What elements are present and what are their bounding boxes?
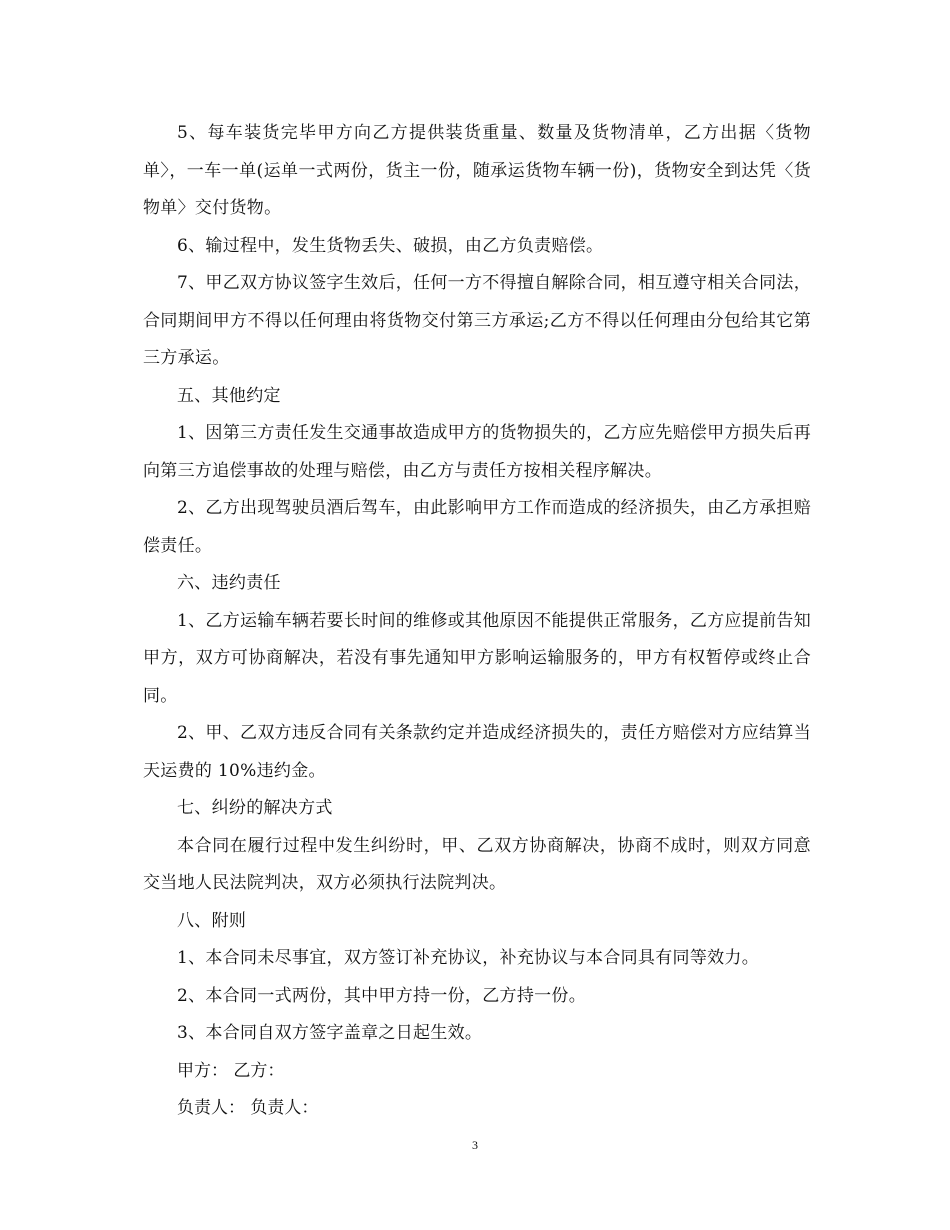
other-terms-clause-1: 1、因第三方责任发生交通事故造成甲方的货物损失的，乙方应先赔偿甲方损失后再向第三方追偿事故的处理与赔偿，由乙方与责任方按相关程序解决。	[143, 423, 811, 481]
supplementary-clause-3: 3、本合同自双方签字盖章之日起生效。	[177, 1023, 483, 1043]
supplementary-clause-1: 1、本合同未尽事宜，双方签订补充协议，补充协议与本合同具有同等效力。	[177, 948, 760, 968]
clause-7-termination: 7、甲乙双方协议签字生效后，任何一方不得擅自解除合同，相互遵守相关合同法，合同期间甲方不得以任何理由将货物交付第三方承运;乙方不得以任何理由分包给其它第三方承运。	[143, 273, 811, 368]
liability-clause-2: 2、甲、乙双方违反合同有关条款约定并造成经济损失的，责任方赔偿对方应结算当天运费的 10%违约金。	[143, 723, 811, 781]
signature-parties-line: 甲方： 乙方：	[177, 1060, 285, 1081]
section-heading-other-terms: 五、其他约定	[177, 385, 281, 406]
signature-responsible-line: 负责人： 负责人：	[177, 1098, 319, 1118]
supplementary-clause-2: 2、本合同一式两份，其中甲方持一份，乙方持一份。	[177, 985, 587, 1006]
other-terms-clause-2: 2、乙方出现驾驶员酒后驾车，由此影响甲方工作而造成的经济损失，由乙方承担赔偿责任。	[143, 498, 811, 556]
section-heading-liability: 六、违约责任	[177, 573, 281, 593]
page-number: 3	[472, 1138, 478, 1152]
clause-5-delivery: 5、每车装货完毕甲方向乙方提供装货重量、数量及货物清单，乙方出据〈货物单〉，一车一单(运单一式两份，货主一份，随承运货物车辆一份)，货物安全到达凭〈货物单〉交付货物。	[143, 123, 811, 218]
liability-clause-1: 1、乙方运输车辆若要长时间的维修或其他原因不能提供正常服务，乙方应提前告知甲方，双方可协商解决，若没有事先通知甲方影响运输服务的，甲方有权暂停或终止合同。	[143, 610, 811, 706]
document-body	[143, 115, 811, 1128]
clause-6-damage: 6、输过程中，发生货物丢失、破损，由乙方负责赔偿。	[177, 235, 604, 256]
section-heading-disputes: 七、纠纷的解决方式	[177, 798, 333, 818]
section-heading-supplementary: 八、附则	[177, 910, 247, 931]
disputes-clause: 本合同在履行过程中发生纠纷时，甲、乙双方协商解决，协商不成时，则双方同意交当地人民法院判决，双方必须执行法院判决。	[143, 835, 811, 893]
